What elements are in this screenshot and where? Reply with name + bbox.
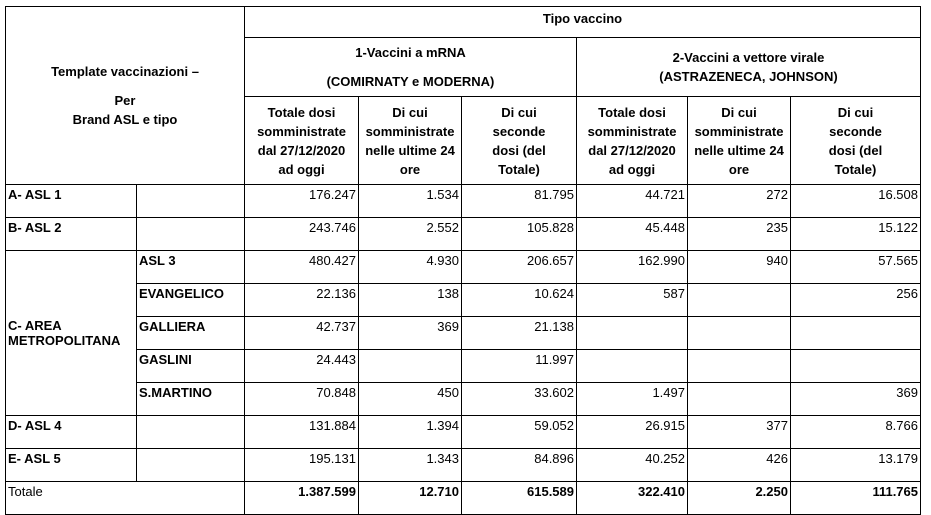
group1-line2: (COMIRNATY e MODERNA): [326, 74, 495, 89]
cell: 13.179: [791, 449, 921, 482]
cell: 11.997: [462, 350, 577, 383]
cell: 256: [791, 284, 921, 317]
col-header-ultime-g1: [359, 97, 462, 185]
cell: 44.721: [577, 185, 688, 218]
cell: [577, 317, 688, 350]
sub-label: [137, 416, 245, 449]
sub-label: [137, 218, 245, 251]
table-row: [6, 416, 921, 449]
cell: 1.534: [359, 185, 462, 218]
hdr-line: nelle ultime 24: [365, 142, 455, 158]
hdr-line: seconde: [829, 123, 882, 139]
cell: 1.343: [359, 449, 462, 482]
hdr-line: seconde: [492, 123, 546, 139]
group1-header: [245, 38, 577, 97]
hdr-line: dal 27/12/2020: [588, 142, 676, 158]
total-cell: 615.589: [462, 482, 577, 515]
cell: 45.448: [577, 218, 688, 251]
table-row: [6, 284, 921, 317]
asl-label: A- ASL 1: [6, 185, 137, 218]
cell: 272: [688, 185, 791, 218]
hdr-line: dal 27/12/2020: [257, 142, 346, 158]
cell: 940: [688, 251, 791, 284]
cell: 42.737: [245, 317, 359, 350]
area-label: [6, 251, 137, 416]
hdr-line: ore: [728, 161, 750, 177]
cell: 369: [359, 317, 462, 350]
cell: 369: [791, 383, 921, 416]
hdr-line: dosi (del: [828, 142, 883, 158]
cell: 4.930: [359, 251, 462, 284]
table-row: [6, 383, 921, 416]
col-header-seconde-g2: [791, 97, 921, 185]
cell: [688, 317, 791, 350]
cell: 235: [688, 218, 791, 251]
asl-label: E- ASL 5: [6, 449, 137, 482]
template-label-line2: Per: [114, 93, 136, 108]
area-label-line1: C- AREA: [8, 318, 62, 333]
cell: 138: [359, 284, 462, 317]
hdr-line: nelle ultime 24: [694, 142, 784, 158]
cell: [791, 350, 921, 383]
cell: 33.602: [462, 383, 577, 416]
hdr-line: Totale dosi: [267, 104, 336, 120]
cell: 480.427: [245, 251, 359, 284]
hdr-line: ad oggi: [608, 161, 656, 177]
cell: 84.896: [462, 449, 577, 482]
hdr-line: somministrate: [365, 123, 455, 139]
cell: 1.394: [359, 416, 462, 449]
cell: [688, 284, 791, 317]
asl-label: B- ASL 2: [6, 218, 137, 251]
hdr-line: ad oggi: [278, 161, 325, 177]
group2-header: [577, 38, 921, 97]
total-cell: 2.250: [688, 482, 791, 515]
template-label-line1: Template vaccinazioni –: [51, 64, 199, 79]
cell: 195.131: [245, 449, 359, 482]
sub-label: ASL 3: [137, 251, 245, 284]
total-row: [6, 482, 921, 515]
table-row: [6, 449, 921, 482]
table-row: [6, 317, 921, 350]
col-header-totale-g2: [577, 97, 688, 185]
table-row: [6, 185, 921, 218]
cell: 16.508: [791, 185, 921, 218]
tipo-vaccino-header: Tipo vaccino: [245, 7, 921, 38]
col-header-ultime-g2: [688, 97, 791, 185]
asl-label: D- ASL 4: [6, 416, 137, 449]
col-header-seconde-g1: [462, 97, 577, 185]
sub-label: [137, 185, 245, 218]
col-header-totale-g1: [245, 97, 359, 185]
hdr-line: ore: [399, 161, 421, 177]
area-label-line2: METROPOLITANA: [8, 333, 121, 348]
sub-label: GALLIERA: [137, 317, 245, 350]
group1-line1: 1-Vaccini a mRNA: [355, 45, 466, 60]
cell: 206.657: [462, 251, 577, 284]
total-cell: 111.765: [791, 482, 921, 515]
table-row: [6, 218, 921, 251]
cell: 21.138: [462, 317, 577, 350]
cell: 24.443: [245, 350, 359, 383]
cell: 57.565: [791, 251, 921, 284]
total-cell: 322.410: [577, 482, 688, 515]
sub-label: GASLINI: [137, 350, 245, 383]
cell: 15.122: [791, 218, 921, 251]
cell: 587: [577, 284, 688, 317]
hdr-line: Totale): [498, 161, 540, 177]
cell: [688, 350, 791, 383]
cell: 105.828: [462, 218, 577, 251]
hdr-line: somministrate: [587, 123, 677, 139]
template-label: [6, 7, 245, 185]
cell: 8.766: [791, 416, 921, 449]
hdr-line: Totale): [834, 161, 877, 177]
hdr-line: Totale dosi: [598, 104, 666, 120]
total-cell: 12.710: [359, 482, 462, 515]
cell: [688, 383, 791, 416]
cell: [359, 350, 462, 383]
cell: 377: [688, 416, 791, 449]
cell: 1.497: [577, 383, 688, 416]
cell: 426: [688, 449, 791, 482]
hdr-line: Di cui: [837, 104, 874, 120]
hdr-line: Di cui: [721, 104, 757, 120]
cell: 131.884: [245, 416, 359, 449]
hdr-line: Di cui: [501, 104, 537, 120]
group2-line2: (ASTRAZENECA, JOHNSON): [659, 69, 838, 84]
hdr-line: somministrate: [257, 123, 346, 139]
vaccination-table: [5, 6, 921, 515]
cell: 243.746: [245, 218, 359, 251]
group2-line1: 2-Vaccini a vettore virale: [672, 50, 825, 65]
cell: 176.247: [245, 185, 359, 218]
template-label-line3: Brand ASL e tipo: [72, 112, 178, 127]
total-cell: 1.387.599: [245, 482, 359, 515]
cell: [577, 350, 688, 383]
hdr-line: somministrate: [694, 123, 784, 139]
sub-label: EVANGELICO: [137, 284, 245, 317]
cell: [791, 317, 921, 350]
cell: 450: [359, 383, 462, 416]
cell: 81.795: [462, 185, 577, 218]
hdr-line: dosi (del: [492, 142, 546, 158]
cell: 40.252: [577, 449, 688, 482]
hdr-line: Di cui: [392, 104, 428, 120]
cell: 22.136: [245, 284, 359, 317]
total-label: Totale: [6, 482, 245, 515]
cell: 10.624: [462, 284, 577, 317]
cell: 2.552: [359, 218, 462, 251]
cell: 162.990: [577, 251, 688, 284]
cell: 59.052: [462, 416, 577, 449]
table-row: [6, 350, 921, 383]
cell: 26.915: [577, 416, 688, 449]
table-row: [6, 251, 921, 284]
cell: 70.848: [245, 383, 359, 416]
sub-label: [137, 449, 245, 482]
sub-label: S.MARTINO: [137, 383, 245, 416]
